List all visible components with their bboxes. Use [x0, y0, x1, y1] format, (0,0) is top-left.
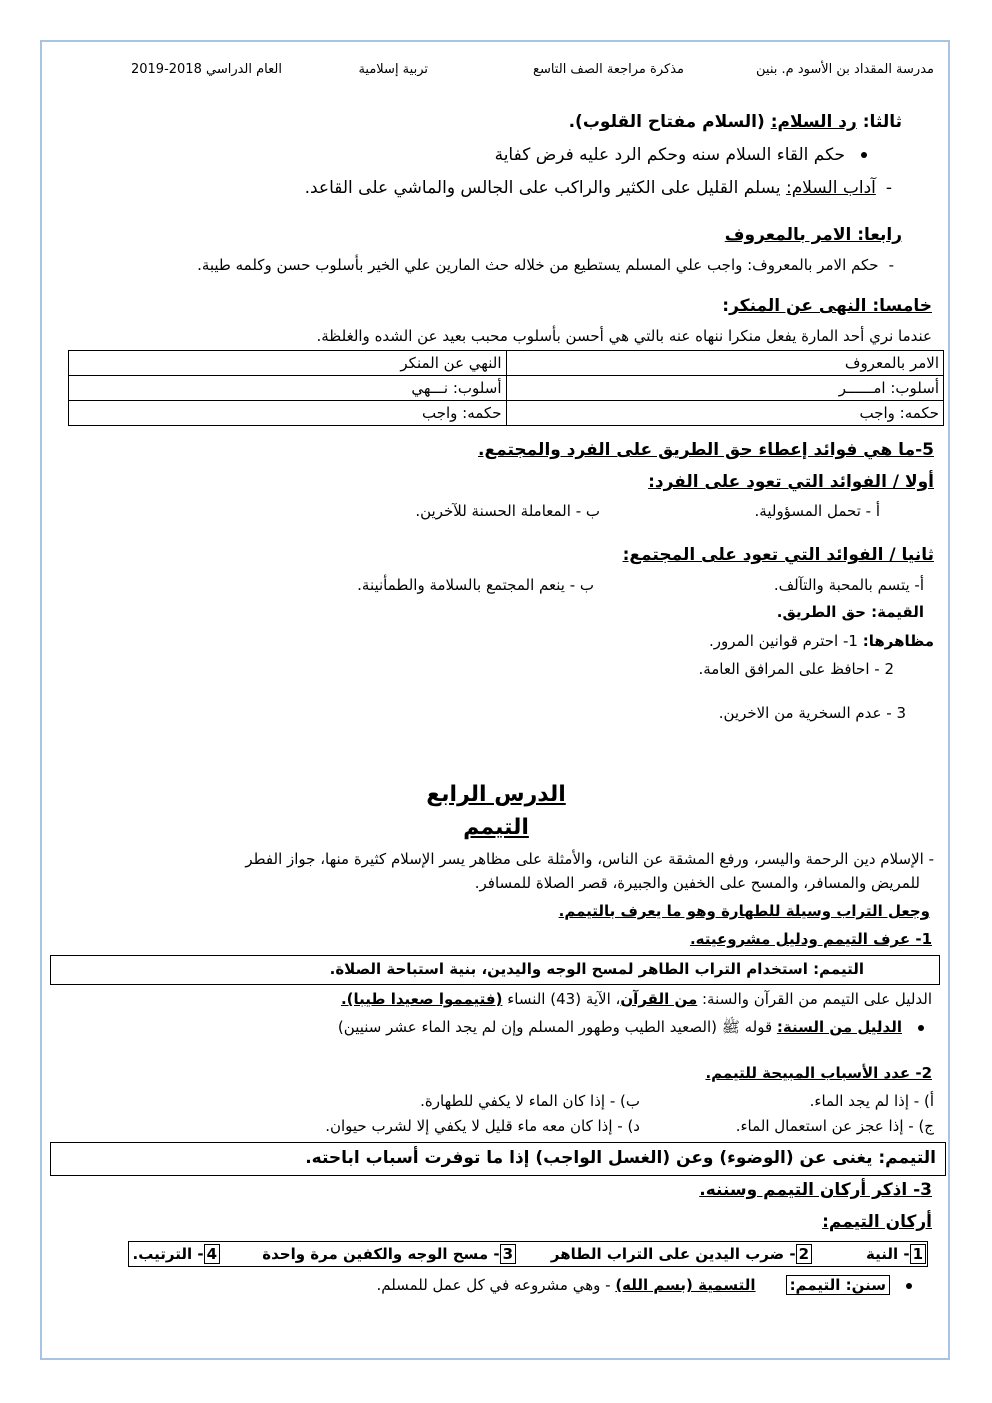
value-line: القيمة: حق الطريق.: [776, 603, 924, 621]
benefits-question: 5-ما هي فوائد إعطاء حق الطريق على الفرد والمجتمع.: [478, 440, 934, 460]
lesson-title: الدرس الرابع: [426, 782, 566, 807]
tayammum-replaces: التيمم: يغنى عن (الوضوء) وعن (الغسل الواجب) إذا ما توفرت أسباب اباحته.: [305, 1148, 936, 1168]
bullet-icon: [861, 152, 867, 158]
table-row: [69, 376, 944, 401]
lesson-intro-2: للمريض والمسافر، والمسح على الخفين والجبيرة، قصر الصلاة للمسافر.: [474, 874, 920, 892]
society-benefits-title: ثانيا / الفوائد التي تعود على المجتمع:: [622, 545, 934, 565]
society-benefit-b: ب - ينعم المجتمع بالسلامة والطمأنينة.: [357, 576, 594, 594]
salam-manners: -آداب السلام: يسلم القليل على الكثير والراكب على الجالس والماشي على القاعد.: [304, 178, 892, 198]
salam-title: ثالثا: رد السلام: (السلام مفتاح القلوب).: [568, 112, 902, 132]
cause-a: أ) - إذا لم يجد الماء.: [809, 1092, 934, 1110]
school-name: مدرسة المقداد بن الأسود م. بنين: [756, 62, 934, 77]
cause-c: ج) - إذا عجز عن استعمال الماء.: [735, 1117, 934, 1135]
individual-benefit-a: أ - تحمل المسؤولية.: [754, 502, 880, 520]
nahy-title: خامسا: النهى عن المنكر:: [722, 296, 932, 316]
amr-ruling: -حكم الامر بالمعروف: واجب علي المسلم يستطيع من خلاله حث المارين علي الخير بأسلوب حسن وكلمه طيبة.: [197, 256, 894, 274]
comparison-table: [68, 350, 944, 426]
question-1: 1- عرف التيمم ودليل مشروعيته.: [689, 930, 932, 948]
table-cell: حكمه: واجب: [506, 401, 944, 426]
aspects-line: مظاهرها: 1- احترم قوانين المرور.: [708, 632, 934, 650]
table-cell: النهي عن المنكر: [69, 351, 507, 376]
aspect-3: 3 - عدم السخرية من الاخرين.: [718, 704, 906, 722]
table-row: [69, 401, 944, 426]
lesson-intro-1: - الإسلام دين الرحمة واليسر، ورفع المشقة عن الناس، والأمثلة على مظاهر يسر الإسلام كثيرة منها، جواز الفطر: [245, 850, 934, 868]
individual-benefits-title: أولا / الفوائد التي تعود على الفرد:: [648, 472, 934, 492]
salam-ruling: حكم القاء السلام سنه وحكم الرد عليه فرض كفاية: [495, 145, 867, 165]
pillars-title: أركان التيمم:: [822, 1212, 932, 1232]
sunan-line: سنن: التيمم:التسمية (بسم الله) - وهي مشروعه في كل عمل للمسلم.: [376, 1276, 912, 1294]
memo-title: مذكرة مراجعة الصف التاسع: [533, 62, 684, 77]
individual-benefit-b: ب - المعاملة الحسنة للآخرين.: [415, 502, 600, 520]
cause-d: د) - إذا كان معه ماء قليل لا يكفي إلا لشرب حيوان.: [325, 1117, 640, 1135]
subject-name: تربية إسلامية: [358, 62, 428, 77]
question-3: 3- اذكر أركان التيمم وسننه.: [699, 1180, 932, 1200]
lesson-subtitle: التيمم: [463, 815, 529, 840]
evidence-sunnah: الدليل من السنة: قوله ﷺ (الصعيد الطيب وطهور المسلم وإن لم يجد الماء عشر سنيين): [338, 1018, 924, 1040]
table-cell: أسلوب: امــــــر: [506, 376, 944, 401]
pillar-2: 2- ضرب اليدين على التراب الطاهر: [551, 1245, 812, 1263]
nahy-desc: عندما نري أحد المارة يفعل منكرا ننهاه عنه بالتي هي أحسن بأسلوب محبب بعيد عن الشده والغلظة.: [316, 327, 932, 345]
table-cell: أسلوب: نـــهي: [69, 376, 507, 401]
society-benefit-a: أ- يتسم بالمحبة والتآلف.: [773, 576, 924, 594]
pillar-4: 4- الترتيب.: [133, 1245, 220, 1263]
table-cell: حكمه: واجب: [69, 401, 507, 426]
pillar-1: 1- النية: [866, 1245, 926, 1263]
lesson-intro-3: وجعل التراب وسيلة للطهارة وهو ما يعرف بالتيمم.: [558, 902, 930, 920]
evidence-quran: الدليل على التيمم من القرآن والسنة: من القرآن، الآية (43) النساء (فتيمموا صعيدا طيبا).: [340, 990, 932, 1008]
aspect-2: 2 - احافظ على المرافق العامة.: [698, 660, 894, 678]
cause-b: ب) - إذا كان الماء لا يكفي للطهارة.: [420, 1092, 640, 1110]
question-2: 2- عدد الأسباب المبيحة للتيمم.: [705, 1064, 932, 1082]
table-row: [69, 351, 944, 376]
bullet-icon: [918, 1025, 924, 1031]
pillar-3: 3- مسح الوجه والكفين مرة واحدة: [262, 1245, 516, 1263]
amr-title: رابعا: الامر بالمعروف: [724, 225, 902, 245]
academic-year: العام الدراسي 2018-2019: [130, 62, 282, 77]
table-cell: الامر بالمعروف: [506, 351, 944, 376]
bullet-icon: [906, 1283, 912, 1289]
tayammum-definition: التيمم: استخدام التراب الطاهر لمسح الوجه واليدين، بنية استباحة الصلاة.: [329, 960, 864, 978]
